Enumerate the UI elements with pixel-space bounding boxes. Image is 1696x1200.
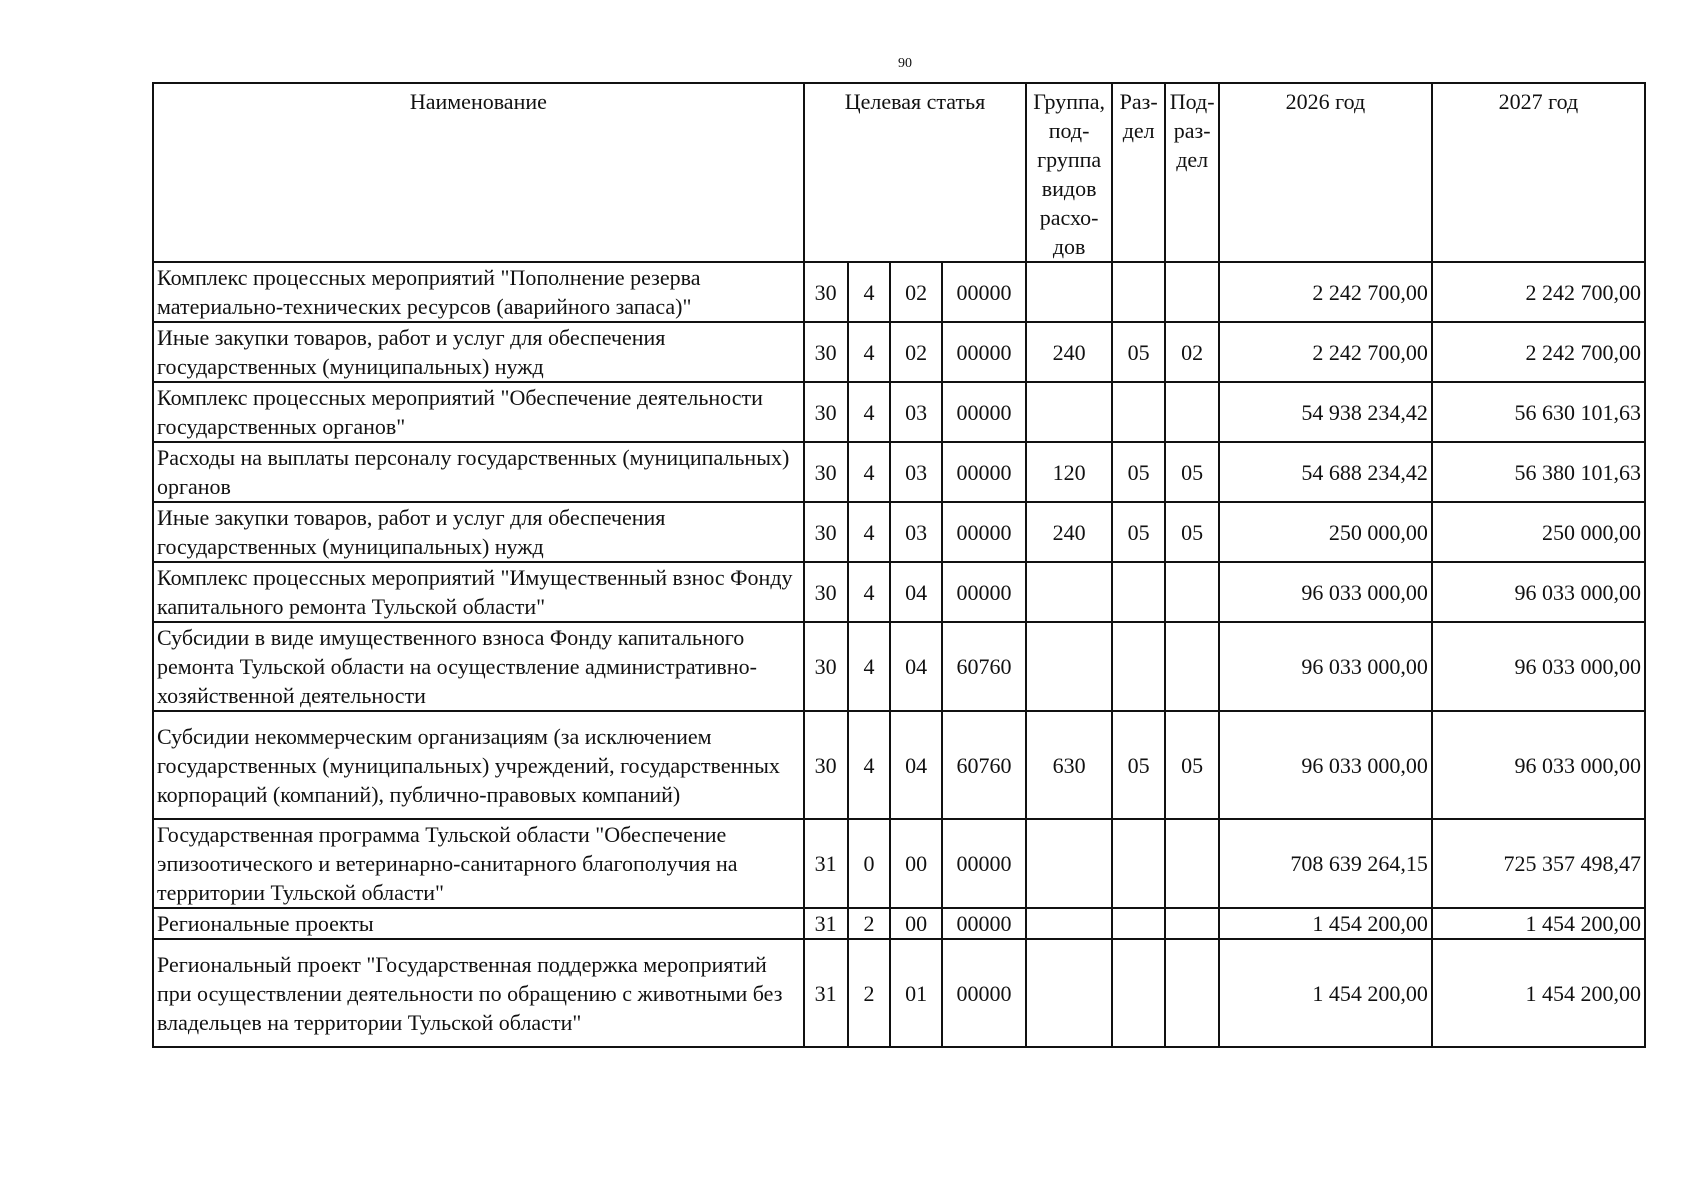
target-article-program: 30 (804, 322, 848, 382)
expense-group (1026, 262, 1112, 322)
table-row (153, 622, 1645, 711)
target-article-program: 31 (804, 939, 848, 1047)
target-article-program: 30 (804, 622, 848, 711)
target-article-direction: 00000 (942, 562, 1027, 622)
row-name: Государственная программа Тульской области "Обеспечение эпизоотического и ветеринарно-санитарного благополучия на территории Тульской области" (153, 819, 804, 908)
row-name: Расходы на выплаты персоналу государственных (муниципальных) органов (153, 442, 804, 502)
expense-group (1026, 622, 1112, 711)
target-article-structure: 00 (890, 908, 941, 939)
section (1112, 562, 1166, 622)
table-row (153, 562, 1645, 622)
row-name: Иные закупки товаров, работ и услуг для обеспечения государственных (муниципальных) нужд (153, 502, 804, 562)
target-article-direction: 00000 (942, 382, 1027, 442)
target-article-structure: 03 (890, 442, 941, 502)
target-article-program: 31 (804, 819, 848, 908)
target-article-structure: 01 (890, 939, 941, 1047)
section: 05 (1112, 322, 1166, 382)
row-name: Региональный проект "Государственная поддержка мероприятий при осуществлении деятельности по обращению с животными без владельцев на территории Тульской области" (153, 939, 804, 1047)
header-year-2026: 2026 год (1219, 83, 1432, 262)
table-row (153, 939, 1645, 1047)
amount-2027: 1 454 200,00 (1432, 939, 1645, 1047)
amount-2026: 250 000,00 (1219, 502, 1432, 562)
section (1112, 939, 1166, 1047)
row-name: Иные закупки товаров, работ и услуг для обеспечения государственных (муниципальных) нужд (153, 322, 804, 382)
amount-2026: 96 033 000,00 (1219, 711, 1432, 819)
amount-2026: 1 454 200,00 (1219, 908, 1432, 939)
target-article-program: 31 (804, 908, 848, 939)
target-article-structure: 02 (890, 322, 941, 382)
target-article-direction: 00000 (942, 322, 1027, 382)
page-number: 90 (898, 56, 912, 71)
expense-group: 240 (1026, 322, 1112, 382)
target-article-type: 4 (848, 562, 891, 622)
amount-2026: 1 454 200,00 (1219, 939, 1432, 1047)
target-article-direction: 00000 (942, 442, 1027, 502)
target-article-type: 4 (848, 502, 891, 562)
header-group: Группа, под- группа видов расхо- дов (1026, 83, 1112, 262)
target-article-program: 30 (804, 442, 848, 502)
target-article-direction: 60760 (942, 622, 1027, 711)
amount-2027: 96 033 000,00 (1432, 622, 1645, 711)
target-article-type: 4 (848, 711, 891, 819)
header-row (153, 83, 1645, 262)
header-name: Наименование (153, 83, 804, 262)
row-name: Субсидии некоммерческим организациям (за исключением государственных (муниципальных) учреждений, государственных корпораций (компаний), публично-правовых компаний) (153, 711, 804, 819)
amount-2026: 2 242 700,00 (1219, 322, 1432, 382)
target-article-type: 2 (848, 939, 891, 1047)
subsection (1165, 562, 1219, 622)
amount-2027: 56 630 101,63 (1432, 382, 1645, 442)
target-article-structure: 03 (890, 502, 941, 562)
target-article-program: 30 (804, 711, 848, 819)
header-subsection: Под- раз- дел (1165, 83, 1219, 262)
target-article-direction: 00000 (942, 939, 1027, 1047)
expense-group: 240 (1026, 502, 1112, 562)
target-article-program: 30 (804, 382, 848, 442)
amount-2027: 725 357 498,47 (1432, 819, 1645, 908)
amount-2027: 56 380 101,63 (1432, 442, 1645, 502)
target-article-direction: 00000 (942, 262, 1027, 322)
section (1112, 908, 1166, 939)
target-article-direction: 00000 (942, 908, 1027, 939)
table-row (153, 819, 1645, 908)
section (1112, 622, 1166, 711)
row-name: Комплекс процессных мероприятий "Обеспечение деятельности государственных органов" (153, 382, 804, 442)
expense-group (1026, 908, 1112, 939)
amount-2027: 2 242 700,00 (1432, 322, 1645, 382)
section (1112, 382, 1166, 442)
amount-2026: 54 688 234,42 (1219, 442, 1432, 502)
table-row (153, 711, 1645, 819)
row-name: Комплекс процессных мероприятий "Пополнение резерва материально-технических ресурсов (аварийного запаса)" (153, 262, 804, 322)
header-year-2027: 2027 год (1432, 83, 1645, 262)
amount-2026: 96 033 000,00 (1219, 562, 1432, 622)
target-article-type: 4 (848, 382, 891, 442)
budget-table (152, 82, 1646, 1048)
expense-group (1026, 382, 1112, 442)
subsection: 02 (1165, 322, 1219, 382)
row-name: Комплекс процессных мероприятий "Имущественный взнос Фонду капитального ремонта Тульской области" (153, 562, 804, 622)
target-article-type: 4 (848, 322, 891, 382)
header-section: Раз- дел (1112, 83, 1166, 262)
target-article-direction: 00000 (942, 502, 1027, 562)
amount-2027: 250 000,00 (1432, 502, 1645, 562)
row-name: Субсидии в виде имущественного взноса Фонду капитального ремонта Тульской области на осуществление административно-хозяйственной деятельности (153, 622, 804, 711)
section: 05 (1112, 502, 1166, 562)
amount-2026: 54 938 234,42 (1219, 382, 1432, 442)
expense-group: 630 (1026, 711, 1112, 819)
section: 05 (1112, 711, 1166, 819)
target-article-structure: 04 (890, 562, 941, 622)
expense-group (1026, 939, 1112, 1047)
amount-2026: 2 242 700,00 (1219, 262, 1432, 322)
subsection (1165, 939, 1219, 1047)
subsection (1165, 908, 1219, 939)
section (1112, 819, 1166, 908)
row-name: Региональные проекты (153, 908, 804, 939)
table-row (153, 442, 1645, 502)
subsection: 05 (1165, 711, 1219, 819)
expense-group (1026, 562, 1112, 622)
target-article-direction: 60760 (942, 711, 1027, 819)
amount-2026: 96 033 000,00 (1219, 622, 1432, 711)
target-article-structure: 02 (890, 262, 941, 322)
section: 05 (1112, 442, 1166, 502)
table-row (153, 382, 1645, 442)
target-article-structure: 00 (890, 819, 941, 908)
target-article-type: 2 (848, 908, 891, 939)
subsection (1165, 382, 1219, 442)
target-article-program: 30 (804, 262, 848, 322)
amount-2027: 2 242 700,00 (1432, 262, 1645, 322)
header-target-article: Целевая статья (804, 83, 1027, 262)
amount-2026: 708 639 264,15 (1219, 819, 1432, 908)
amount-2027: 96 033 000,00 (1432, 562, 1645, 622)
expense-group (1026, 819, 1112, 908)
target-article-program: 30 (804, 562, 848, 622)
target-article-type: 4 (848, 262, 891, 322)
amount-2027: 96 033 000,00 (1432, 711, 1645, 819)
target-article-structure: 04 (890, 622, 941, 711)
target-article-type: 4 (848, 622, 891, 711)
section (1112, 262, 1166, 322)
subsection (1165, 262, 1219, 322)
table-row (153, 908, 1645, 939)
target-article-type: 4 (848, 442, 891, 502)
table-row (153, 262, 1645, 322)
table-row (153, 502, 1645, 562)
expense-group: 120 (1026, 442, 1112, 502)
target-article-type: 0 (848, 819, 891, 908)
subsection: 05 (1165, 502, 1219, 562)
target-article-structure: 04 (890, 711, 941, 819)
subsection (1165, 622, 1219, 711)
target-article-direction: 00000 (942, 819, 1027, 908)
target-article-structure: 03 (890, 382, 941, 442)
subsection: 05 (1165, 442, 1219, 502)
subsection (1165, 819, 1219, 908)
table-row (153, 322, 1645, 382)
amount-2027: 1 454 200,00 (1432, 908, 1645, 939)
target-article-program: 30 (804, 502, 848, 562)
